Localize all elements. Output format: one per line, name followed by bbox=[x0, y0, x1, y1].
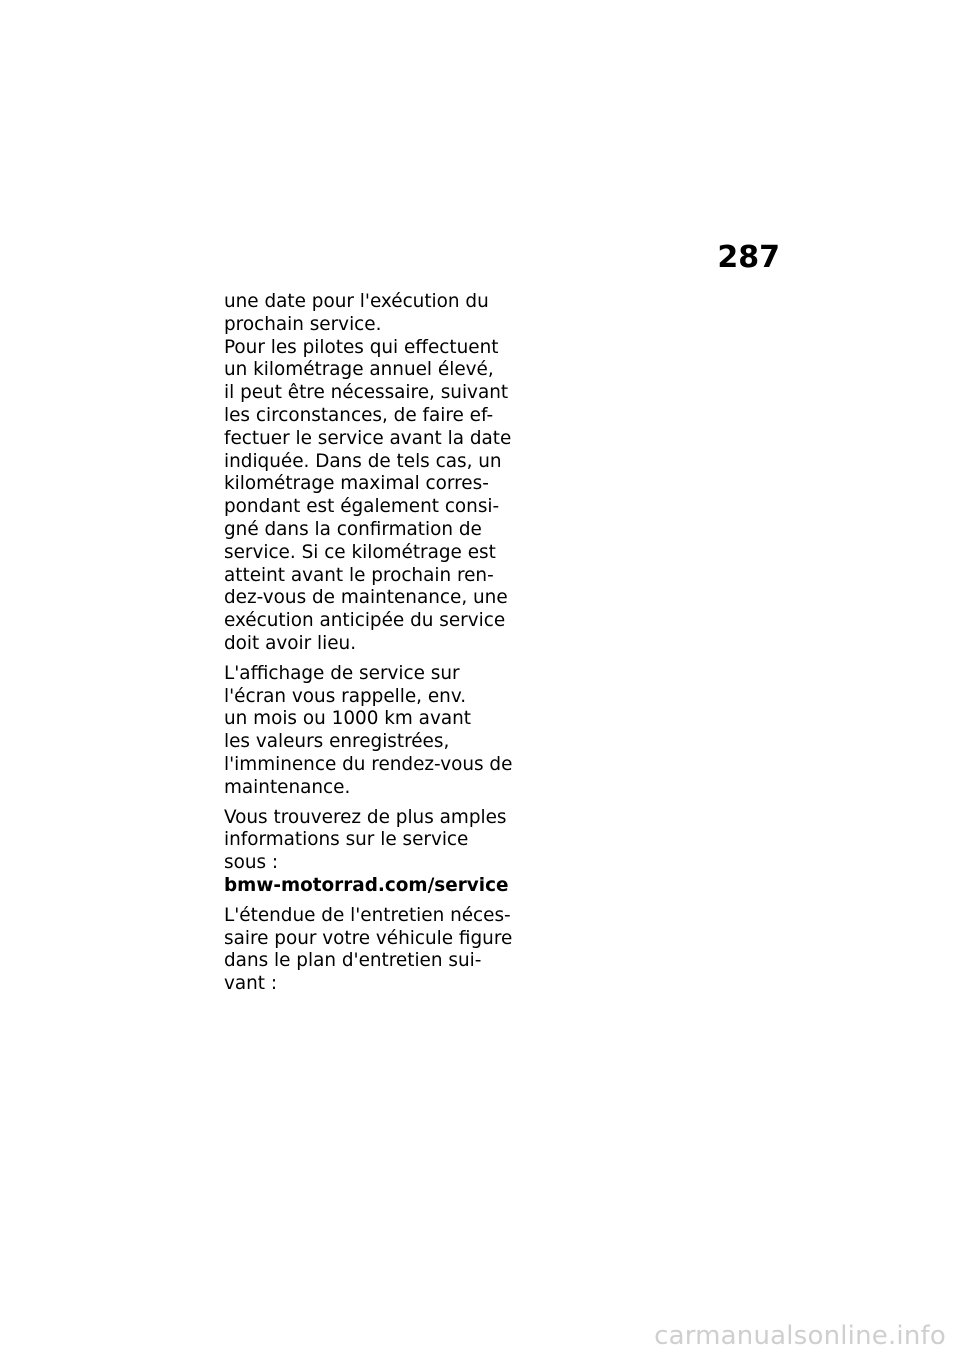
text-line: les circonstances, de faire ef- bbox=[224, 404, 494, 426]
paragraph-service-date bbox=[224, 291, 512, 656]
text-line: l'imminence du rendez-vous de bbox=[224, 753, 513, 775]
text-line: un mois ou 1000 km avant bbox=[224, 708, 471, 730]
text-line: pondant est également consi- bbox=[224, 496, 500, 518]
text-column bbox=[224, 291, 513, 1003]
text-line: les valeurs enregistrées, bbox=[224, 731, 450, 753]
paragraph-service-display bbox=[224, 662, 513, 800]
text-line: dans le plan d'entretien sui- bbox=[224, 950, 482, 972]
text-line: indiquée. Dans de tels cas, un bbox=[224, 450, 502, 472]
text-line: service. Si ce kilométrage est bbox=[224, 541, 496, 563]
text-line: atteint avant le prochain ren- bbox=[224, 564, 494, 586]
page-number: 287 bbox=[717, 240, 780, 275]
text-line: dez-vous de maintenance, une bbox=[224, 587, 508, 609]
text-line: il peut être nécessaire, suivant bbox=[224, 382, 509, 404]
text-line: Vous trouverez de plus amples bbox=[224, 806, 507, 828]
paragraph-maintenance-scope bbox=[224, 904, 513, 996]
text-line: une date pour l'exécution du bbox=[224, 291, 489, 312]
text-line: gné dans la confirmation de bbox=[224, 518, 482, 540]
text-line: fectuer le service avant la date bbox=[224, 427, 512, 449]
text-line: L'étendue de l'entretien néces- bbox=[224, 904, 511, 926]
text-line: Pour les pilotes qui effectuent bbox=[224, 336, 499, 358]
text-line: exécution anticipée du service bbox=[224, 610, 506, 632]
text-line: kilométrage maximal corres- bbox=[224, 473, 489, 495]
text-line: informations sur le service bbox=[224, 829, 469, 851]
text-line: doit avoir lieu. bbox=[224, 632, 357, 654]
paragraph-more-info bbox=[224, 806, 509, 898]
service-website-link[interactable]: bmw-motorrad.com/service bbox=[224, 874, 509, 896]
text-line: prochain service. bbox=[224, 313, 382, 335]
text-line: un kilométrage annuel élevé, bbox=[224, 359, 494, 381]
text-line: L'affichage de service sur bbox=[224, 662, 460, 684]
text-line: sous : bbox=[224, 852, 279, 874]
text-line: vant : bbox=[224, 973, 278, 995]
text-line: saire pour votre véhicule figure bbox=[224, 927, 513, 949]
text-line: l'écran vous rappelle, env. bbox=[224, 685, 467, 707]
text-line: maintenance. bbox=[224, 776, 351, 798]
watermark: carmanualsonline.info bbox=[654, 1321, 946, 1351]
